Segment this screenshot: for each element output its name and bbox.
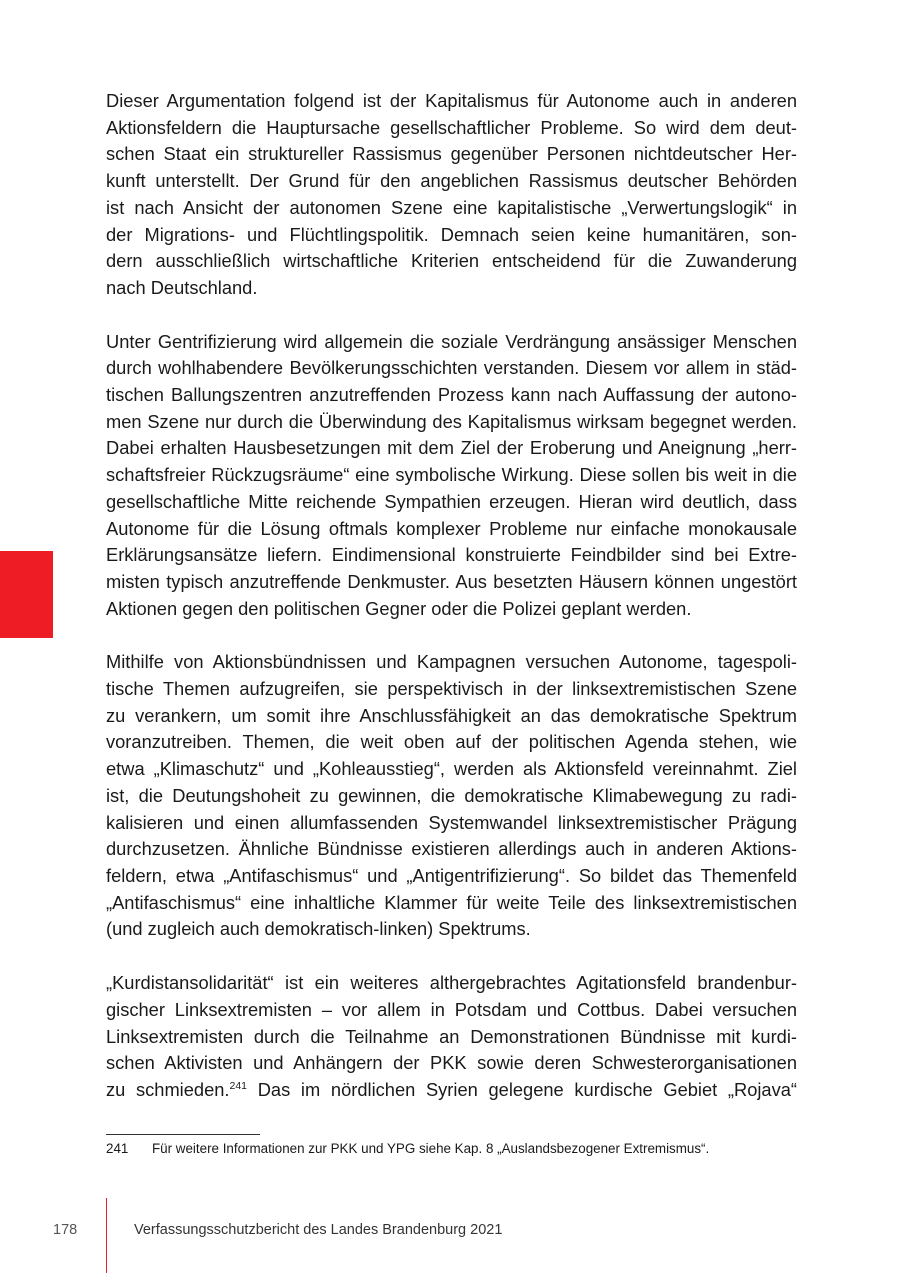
text-line: durch wohlhabendere Bevölkerungsschichten verstanden. Diesem vor allem in städ- [106, 357, 797, 379]
text-line: ist nach Ansicht der autonomen Szene eine kapitalistische „Verwertungslogik“ in [106, 196, 797, 218]
text-line: kunft unterstellt. Der Grund für den angeblichen Rassismus deutscher Behörden [106, 170, 797, 192]
text-line: voranzutreiben. Themen, die weit oben auf der politischen Agenda stehen, wie [106, 731, 797, 753]
text-line: tischen Ballungszentren anzutreffenden Prozess kann nach Auffassung der autono- [106, 384, 797, 406]
footnote-number: 241 [106, 1141, 129, 1156]
text-line: misten typisch anzutreffende Denkmuster. Aus besetzten Häusern können ungestört [106, 570, 797, 592]
paragraph-3 [106, 649, 797, 943]
text-line: der Migrations- und Flüchtlingspolitik. Demnach seien keine humanitären, son- [106, 223, 797, 245]
text-line: men Szene nur durch die Überwindung des Kapitalismus wirksam begegnet werden. [106, 410, 797, 432]
text-line: Aktionen gegen den politischen Gegner oder die Polizei geplant werden. [106, 597, 692, 619]
body-text [106, 88, 797, 1104]
text-line: Mithilfe von Aktionsbündnissen und Kampagnen versuchen Autonome, tagespoli- [106, 651, 797, 673]
text-line: Unter Gentrifizierung wird allgemein die soziale Verdrängung ansässiger Menschen [106, 330, 797, 352]
text-line-with-footnote [106, 1077, 797, 1104]
text-line: durchzusetzen. Ähnliche Bündnisse existieren allerdings auch in anderen Aktions- [106, 838, 797, 860]
text-line: Aktionsfeldern die Hauptursache gesellschaftlicher Probleme. So wird dem deut- [106, 116, 797, 138]
text-line: gischer Linksextremisten – vor allem in Potsdam und Cottbus. Dabei versuchen [106, 998, 797, 1020]
text-line: „Antifaschismus“ eine inhaltliche Klammer für weite Teile des linksextremistischen [106, 891, 797, 913]
text-line: schaftsfreier Rückzugsräume“ eine symbolische Wirkung. Diese sollen bis weit in die [106, 464, 797, 486]
text-line: schen Staat ein struktureller Rassismus gegenüber Personen nichtdeutscher Her- [106, 143, 797, 165]
page-number: 178 [53, 1222, 78, 1238]
text-line: zu verankern, um somit ihre Anschlussfähigkeit an das demokratische Spektrum [106, 704, 797, 726]
footnote-separator [106, 1134, 260, 1135]
text-line: kalisieren und einen allumfassenden Systemwandel linksextremistischer Prägung [106, 811, 797, 833]
text-line: tische Themen aufzugreifen, sie perspektivisch in der linksextremistischen Szene [106, 678, 797, 700]
text-line: Linksextremisten durch die Teilnahme an Demonstrationen Bündnisse mit kurdi- [106, 1025, 797, 1047]
footnote [106, 1140, 806, 1158]
footnote-text: Für weitere Informationen zur PKK und YPG siehe Kap. 8 „Auslandsbezogener Extremismus“. [152, 1141, 710, 1156]
text-line: nach Deutschland. [106, 276, 258, 298]
footer-title: Verfassungsschutzbericht des Landes Brandenburg 2021 [134, 1222, 503, 1238]
text-line: Dieser Argumentation folgend ist der Kapitalismus für Autonome auch in anderen [106, 90, 797, 111]
text-line: schen Aktivisten und Anhängern der PKK sowie deren Schwesterorganisationen [106, 1052, 797, 1074]
text-line: ist, die Deutungshoheit zu gewinnen, die demokratische Klimabewegung zu radi- [106, 784, 797, 806]
footnote-reference[interactable]: 241 [229, 1079, 248, 1092]
chapter-marker-tab [0, 551, 53, 638]
text-segment: Das im nördlichen Syrien gelegene kurdische Gebiet „Rojava“ [247, 1078, 797, 1100]
text-line: dern ausschließlich wirtschaftliche Kriterien entscheidend für die Zuwanderung [106, 250, 797, 272]
text-line: Erklärungsansätze liefern. Eindimensional konstruierte Feindbilder sind bei Extre- [106, 544, 797, 566]
paragraph-4 [106, 970, 797, 1104]
text-line: (und zugleich auch demokratisch-linken) Spektrums. [106, 918, 531, 940]
paragraph-2 [106, 329, 797, 623]
text-line: „Kurdistansolidarität“ ist ein weiteres althergebrachtes Agitationsfeld brandenbur- [106, 972, 797, 994]
text-segment: zu schmieden. [106, 1078, 230, 1100]
text-line: Autonome für die Lösung oftmals komplexer Probleme nur einfache monokausale [106, 517, 797, 539]
text-line: gesellschaftliche Mitte reichende Sympathien erzeugen. Hieran wird deutlich, dass [106, 490, 797, 512]
text-line: etwa „Klimaschutz“ und „Kohleausstieg“, werden als Aktionsfeld vereinnahmt. Ziel [106, 758, 797, 780]
paragraph-1 [106, 88, 797, 302]
text-line: feldern, etwa „Antifaschismus“ und „Antigentrifizierung“. So bildet das Themenfeld [106, 864, 797, 886]
text-line: Dabei erhalten Hausbesetzungen mit dem Ziel der Eroberung und Aneignung „herr- [106, 437, 797, 459]
footer-divider [106, 1198, 107, 1273]
